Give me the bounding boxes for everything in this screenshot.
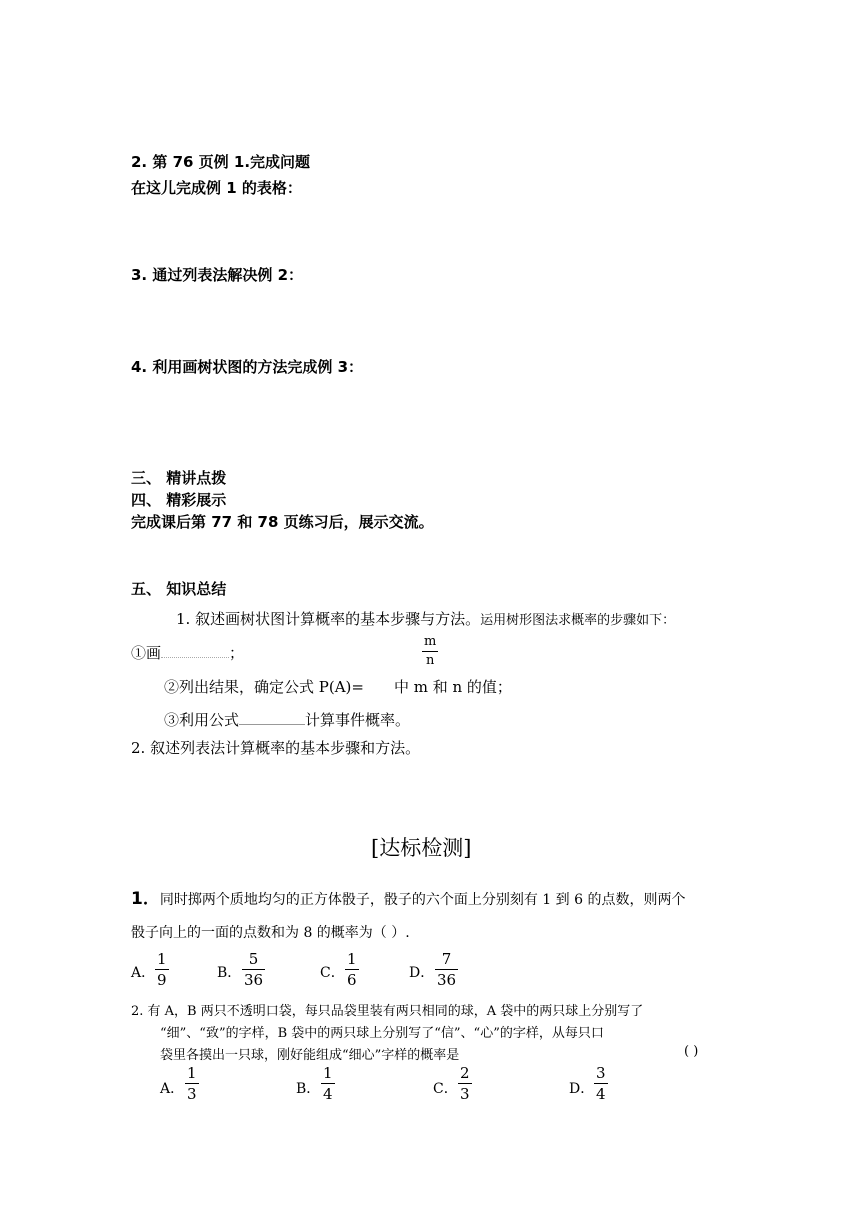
q2-option-b-num: 1	[323, 1064, 333, 1082]
q2-option-a-label: A．	[160, 1081, 185, 1097]
q1-option-a-fraction	[155, 950, 169, 989]
q2-option-c-label: C．	[433, 1081, 458, 1097]
q2-option-a-num: 1	[187, 1064, 197, 1082]
q1-option-a-label: A．	[131, 965, 156, 981]
step-3-prefix: ③利用公式	[164, 711, 240, 729]
q2-option-d-fraction	[594, 1064, 608, 1103]
fraction-bar	[345, 969, 359, 970]
fraction-bar	[185, 1083, 199, 1084]
step-1-blank	[161, 657, 229, 658]
step-2-title: 2. 第 76 页例 1.完成问题	[131, 153, 311, 171]
step-3-title: 3. 通过列表法解决例 2：	[131, 266, 304, 284]
q1-option-a-num: 1	[157, 950, 167, 968]
fraction-bar	[594, 1083, 608, 1084]
q2-option-c-num: 2	[460, 1064, 470, 1082]
q1-option-b-den: 36	[244, 971, 264, 989]
q1-option-c-den: 6	[347, 971, 357, 989]
q2-option-a-fraction	[185, 1064, 199, 1103]
summary-point-2: 2. 叙述列表法计算概率的基本步骤和方法。	[131, 739, 421, 757]
question-2-answer-paren: ( )	[684, 1044, 699, 1059]
q1-option-c-num: 1	[347, 950, 357, 968]
q1-option-a-den: 9	[157, 971, 167, 989]
question-2-line-2: “细”、“致”的字样，B 袋中的两只球上分别写了“信”、“心”的字样，从每只口	[160, 1026, 604, 1041]
test-heading: [达标检测]	[371, 836, 472, 860]
step-3-suffix: 计算事件概率。	[305, 711, 411, 729]
fraction-bar	[321, 1083, 335, 1084]
q2-option-d-den: 4	[596, 1085, 606, 1103]
section-4-heading: 四、 精彩展示	[131, 491, 227, 509]
q2-option-c-den: 3	[460, 1085, 470, 1103]
q1-option-b-num: 5	[248, 950, 259, 968]
fraction-bar	[242, 969, 265, 970]
q2-option-b-den: 4	[323, 1085, 333, 1103]
step-2-prefix: ②列出结果，确定公式 P(A)=	[164, 678, 364, 696]
q1-option-d-label: D．	[409, 965, 435, 981]
step-1-suffix: ；	[229, 644, 245, 662]
question-1-line-2: 骰子向上的一面的点数和为 8 的概率为（ ）.	[131, 925, 410, 941]
question-1-text-1: 同时掷两个质地均匀的正方体骰子，骰子的六个面上分别刻有 1 到 6 的点数，则两个	[159, 892, 686, 908]
section-5-heading: 五、 知识总结	[131, 580, 227, 598]
question-2-line-3: 袋里各摸出一只球，刚好能组成“细心”字样的概率是	[160, 1048, 460, 1063]
question-1-line-1	[131, 884, 685, 909]
question-1-number: 1．	[131, 889, 160, 909]
step-3-blank	[239, 723, 305, 725]
fraction-bar	[435, 969, 458, 970]
q2-option-d-label: D．	[569, 1081, 595, 1097]
fraction-bar	[155, 969, 169, 970]
q2-option-a-den: 3	[187, 1085, 197, 1103]
q2-option-b-fraction	[321, 1064, 335, 1103]
step-1-prefix: ①画	[131, 644, 162, 662]
step-2-subtitle: 在这儿完成例 1 的表格：	[131, 179, 302, 197]
fraction-denominator: n	[425, 653, 435, 668]
step-2-suffix: 中 m 和 n 的值；	[393, 678, 512, 696]
q1-option-c-fraction	[345, 950, 359, 989]
summary-point-1-main: 1. 叙述画树状图计算概率的基本步骤与方法。	[176, 610, 481, 628]
q1-option-d-den: 36	[437, 971, 457, 989]
summary-point-1-note: 运用树形图法求概率的步骤如下：	[480, 613, 676, 628]
q1-option-b-fraction	[242, 950, 265, 989]
summary-step-1	[131, 642, 244, 663]
q2-option-d-num: 3	[596, 1064, 606, 1082]
summary-fraction-m-n	[422, 634, 438, 669]
question-2-line-1: 2. 有 A，B 两只不透明口袋，每只品袋里装有两只相同的球，A 袋中的两只球上分别写了	[131, 1004, 644, 1019]
fraction-bar	[422, 651, 438, 652]
step-4-title: 4. 利用画树状图的方法完成例 3：	[131, 358, 364, 376]
summary-step-3	[164, 709, 410, 730]
q1-option-d-num: 7	[441, 950, 452, 968]
fraction-bar	[458, 1083, 472, 1084]
summary-step-2	[164, 676, 512, 697]
q1-option-b-label: B．	[217, 965, 242, 981]
q1-option-c-label: C．	[320, 965, 345, 981]
q1-option-d-fraction	[435, 950, 458, 989]
q2-option-b-label: B．	[296, 1081, 321, 1097]
q2-option-c-fraction	[458, 1064, 472, 1103]
fraction-numerator: m	[424, 634, 437, 649]
summary-point-1	[176, 608, 675, 629]
section-4-body: 完成课后第 77 和 78 页练习后，展示交流。	[131, 513, 434, 531]
section-3-heading: 三、 精讲点拨	[131, 469, 227, 487]
